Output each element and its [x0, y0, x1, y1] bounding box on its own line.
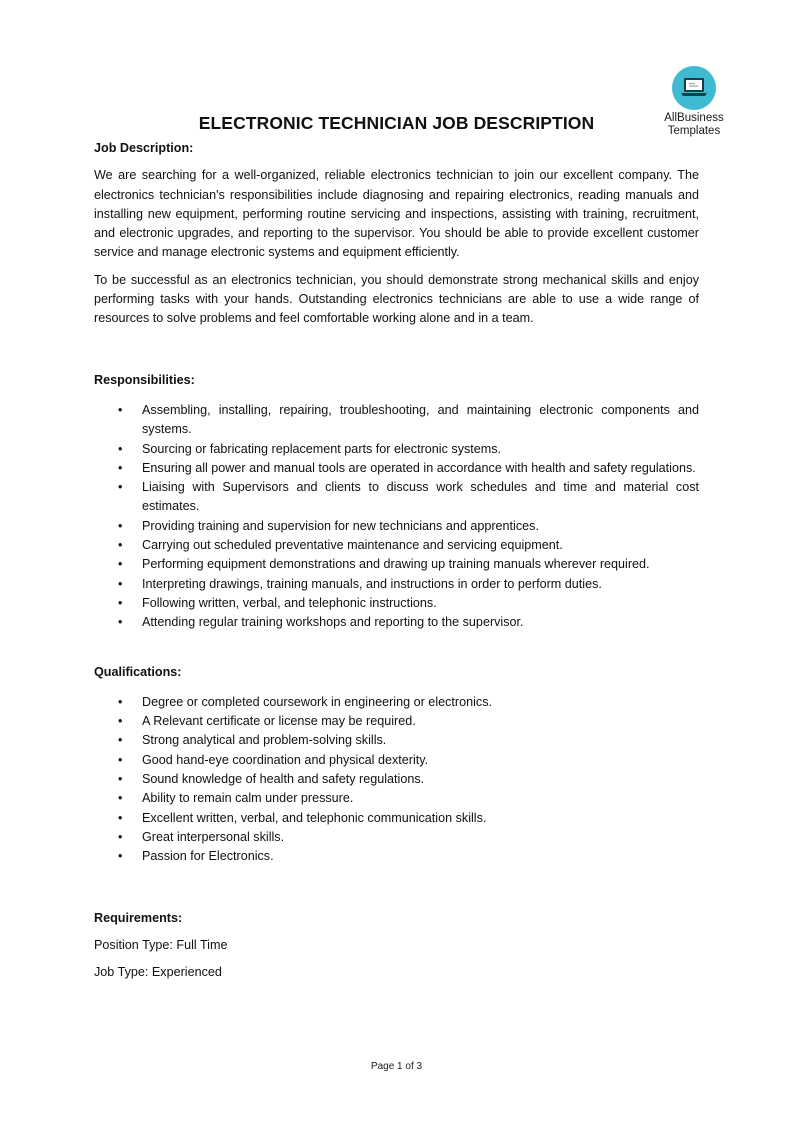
bullet-icon: •	[118, 576, 123, 591]
list-item-text: Following written, verbal, and telephonic instructions.	[142, 595, 437, 610]
list-item	[94, 770, 699, 789]
document-body	[94, 139, 699, 982]
position-type: Position Type: Full Time	[94, 937, 228, 952]
bullet-icon: •	[118, 460, 123, 475]
laptop-icon	[672, 66, 716, 110]
list-item	[94, 731, 699, 750]
list-item-text: Excellent written, verbal, and telephonic communication skills.	[142, 810, 487, 825]
list-item	[94, 789, 699, 808]
list-item-text: Ability to remain calm under pressure.	[142, 791, 354, 806]
bullet-icon: •	[118, 791, 123, 806]
bullet-icon: •	[118, 538, 123, 553]
list-item	[94, 555, 699, 574]
bullet-icon: •	[118, 694, 123, 709]
list-item-text: Degree or completed coursework in engineering or electronics.	[142, 694, 493, 709]
list-item-text: Good hand-eye coordination and physical dexterity.	[142, 752, 429, 767]
list-item	[94, 693, 699, 712]
list-item	[94, 440, 699, 459]
qualifications-heading: Qualifications:	[94, 664, 182, 679]
bullet-icon: •	[118, 595, 123, 610]
job-type: Job Type: Experienced	[94, 965, 222, 980]
list-item	[94, 751, 699, 770]
bullet-icon: •	[118, 557, 123, 572]
list-item	[94, 613, 699, 632]
bullet-icon: •	[118, 402, 123, 417]
document-title: ELECTRONIC TECHNICIAN JOB DESCRIPTION	[198, 113, 595, 133]
list-item	[94, 828, 699, 847]
list-item-text: Providing training and supervision for new technicians and apprentices.	[142, 518, 539, 533]
list-item-text: Passion for Electronics.	[142, 849, 274, 864]
list-item	[94, 594, 699, 613]
page-number: Page 1 of 3	[370, 1061, 423, 1072]
list-item-text: Sourcing or fabricating replacement parts for electronic systems.	[142, 441, 502, 456]
bullet-icon: •	[118, 849, 123, 864]
qualifications-list	[94, 693, 699, 867]
job-description-body	[94, 166, 699, 328]
list-item	[94, 478, 699, 517]
bullet-icon: •	[118, 714, 123, 729]
logo-text-line2: Templates	[667, 124, 721, 137]
list-item	[94, 401, 699, 440]
list-item	[94, 712, 699, 731]
job-description-paragraph: We are searching for a well-organized, reliable electronics technician to join our excellent company. The electronics technician's responsibilities include diagnosing and repairing electronics, reading manuals and installing new equipment, performing routine servicing and inspections, assisting with training, recruitment, and electronic upgrades, and reporting to the supervisor. You should be able to provide excellent customer service and manage electronic systems and equipment efficiently.	[94, 168, 699, 260]
list-item-text: Strong analytical and problem-solving skills.	[142, 733, 387, 748]
bullet-icon: •	[118, 733, 123, 748]
list-item	[94, 809, 699, 828]
bullet-icon: •	[118, 829, 123, 844]
list-item-text: Attending regular training workshops and reporting to the supervisor.	[142, 615, 524, 630]
list-item	[94, 517, 699, 536]
list-item-text: Interpreting drawings, training manuals, and instructions in order to perform duties.	[142, 576, 602, 591]
bullet-icon: •	[118, 615, 123, 630]
list-item	[94, 459, 699, 478]
list-item-text: Carrying out scheduled preventative maintenance and servicing equipment.	[142, 538, 563, 553]
responsibilities-heading: Responsibilities:	[94, 372, 195, 387]
requirements-heading: Requirements:	[94, 910, 183, 925]
bullet-icon: •	[118, 772, 123, 787]
list-item-text: Assembling, installing, repairing, troubleshooting, and maintaining electronic components and systems.	[142, 402, 699, 437]
list-item-text: A Relevant certificate or license may be required.	[142, 714, 416, 729]
logo-text-line1: AllBusiness	[664, 112, 724, 124]
bullet-icon: •	[118, 441, 123, 456]
list-item-text: Great interpersonal skills.	[142, 829, 285, 844]
job-description-paragraph: To be successful as an electronics technician, you should demonstrate strong mechanical skills and enjoy performing tasks with your hands. Outstanding electronics technicians are able to use a wide range of resources to solve problems and feel comfortable working alone and in a team.	[94, 272, 699, 326]
responsibilities-list	[94, 401, 699, 633]
list-item-text: Liaising with Supervisors and clients to discuss work schedules and time and material cost estimates.	[142, 480, 699, 514]
bullet-icon: •	[118, 810, 123, 825]
list-item-text: Sound knowledge of health and safety regulations.	[142, 772, 425, 787]
bullet-icon: •	[118, 518, 123, 533]
bullet-icon: •	[118, 480, 123, 495]
list-item	[94, 536, 699, 555]
list-item-text: Ensuring all power and manual tools are operated in accordance with health and safety regulations.	[142, 460, 696, 475]
bullet-icon: •	[118, 752, 123, 767]
list-item-text: Performing equipment demonstrations and drawing up training manuals wherever required.	[142, 557, 650, 572]
list-item	[94, 847, 699, 866]
list-item	[94, 575, 699, 594]
job-description-heading: Job Description:	[94, 141, 194, 155]
